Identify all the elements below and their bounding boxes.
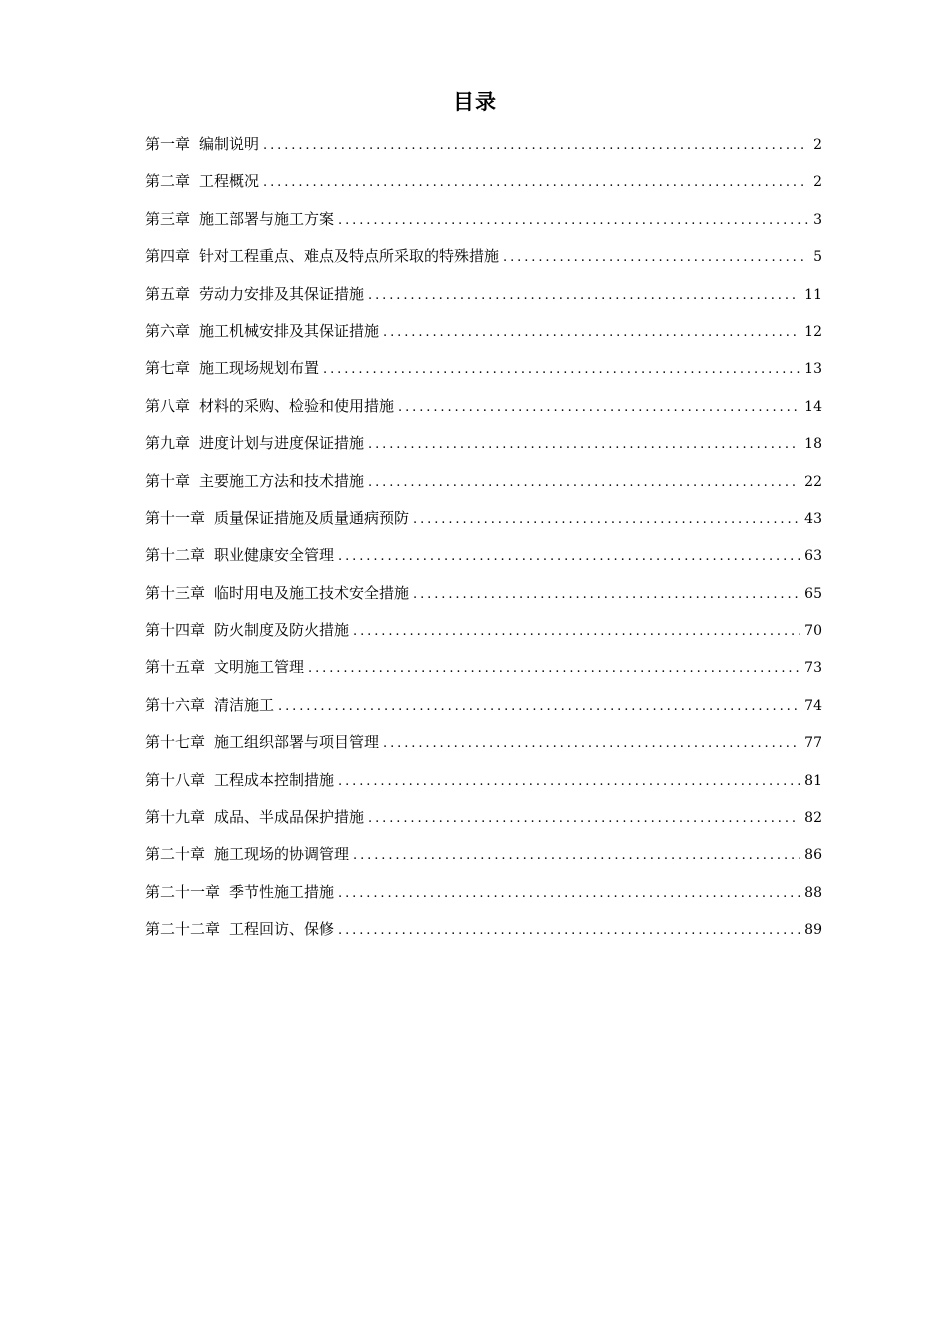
toc-dot-leader xyxy=(368,283,800,309)
toc-entry[interactable] xyxy=(145,131,822,168)
toc-entry[interactable] xyxy=(145,916,822,953)
toc-chapter-number: 第二章 xyxy=(145,172,191,191)
toc-entry[interactable] xyxy=(145,355,822,392)
toc-entry[interactable] xyxy=(145,243,822,280)
toc-dot-leader xyxy=(338,881,800,907)
toc-entry[interactable] xyxy=(145,841,822,878)
toc-chapter-number: 第九章 xyxy=(145,434,191,453)
toc-chapter-heading: 进度计划与进度保证措施 xyxy=(199,434,365,453)
toc-chapter-number: 第十三章 xyxy=(145,583,206,602)
toc-chapter-heading: 施工机械安排及其保证措施 xyxy=(199,321,380,340)
toc-chapter-number: 第十四章 xyxy=(145,621,206,640)
toc-page-number: 86 xyxy=(804,847,822,864)
toc-page-number: 2 xyxy=(813,137,822,153)
toc-entry[interactable] xyxy=(145,879,822,916)
toc-chapter-number: 第二十章 xyxy=(145,845,206,864)
toc-chapter-number: 第十章 xyxy=(145,471,191,490)
toc-entry[interactable] xyxy=(145,542,822,579)
toc-entry[interactable] xyxy=(145,767,822,804)
toc-dot-leader xyxy=(263,133,808,159)
toc-chapter-number: 第二十二章 xyxy=(145,920,221,939)
toc-page-number: 2 xyxy=(813,174,822,191)
toc-chapter-number: 第一章 xyxy=(145,135,191,153)
toc-chapter-heading: 质量保证措施及质量通病预防 xyxy=(214,508,410,527)
toc-dot-leader xyxy=(308,656,800,682)
toc-chapter-number: 第二十一章 xyxy=(145,882,221,901)
toc-chapter-number: 第十九章 xyxy=(145,808,206,827)
toc-chapter-heading: 工程回访、保修 xyxy=(229,920,335,939)
toc-page-number: 63 xyxy=(804,548,822,565)
toc-chapter-heading: 劳动力安排及其保证措施 xyxy=(199,284,365,303)
toc-page-number: 89 xyxy=(804,922,822,939)
toc-entry[interactable] xyxy=(145,654,822,691)
toc-chapter-heading: 工程成本控制措施 xyxy=(214,770,335,789)
toc-chapter-heading: 职业健康安全管理 xyxy=(214,546,335,565)
toc-chapter-number: 第五章 xyxy=(145,284,191,303)
toc-entry[interactable] xyxy=(145,430,822,467)
toc-page-number: 11 xyxy=(804,286,822,303)
toc-dot-leader xyxy=(413,507,800,533)
toc-page-number: 70 xyxy=(804,623,822,640)
toc-chapter-number: 第十二章 xyxy=(145,546,206,565)
toc-dot-leader xyxy=(338,544,800,570)
toc-entry[interactable] xyxy=(145,580,822,617)
toc-chapter-heading: 编制说明 xyxy=(199,135,260,153)
toc-chapter-heading: 施工部署与施工方案 xyxy=(199,209,335,228)
toc-page-number: 43 xyxy=(804,510,822,527)
toc-chapter-heading: 材料的采购、检验和使用措施 xyxy=(199,396,395,415)
toc-page-number: 18 xyxy=(804,436,822,453)
toc-chapter-number: 第六章 xyxy=(145,321,191,340)
toc-chapter-number: 第十七章 xyxy=(145,733,206,752)
toc-chapter-number: 第三章 xyxy=(145,209,191,228)
toc-page-number: 74 xyxy=(804,697,822,714)
toc-page-number: 14 xyxy=(804,398,822,415)
toc-page-number: 73 xyxy=(804,660,822,677)
toc-chapter-heading: 清洁施工 xyxy=(214,695,275,714)
toc-title: 目录 xyxy=(453,89,497,114)
toc-page-number: 65 xyxy=(804,585,822,602)
toc-chapter-number: 第十一章 xyxy=(145,508,206,527)
toc-chapter-heading: 施工现场的协调管理 xyxy=(214,845,350,864)
table-of-contents xyxy=(145,131,822,954)
toc-entry[interactable] xyxy=(145,168,822,205)
toc-page-number: 77 xyxy=(804,735,822,752)
toc-chapter-heading: 成品、半成品保护措施 xyxy=(214,808,365,827)
toc-page-number: 22 xyxy=(804,473,822,490)
toc-chapter-number: 第十五章 xyxy=(145,658,206,677)
toc-entry[interactable] xyxy=(145,318,822,355)
toc-page-number: 5 xyxy=(813,249,822,266)
toc-dot-leader xyxy=(413,582,800,608)
toc-chapter-number: 第四章 xyxy=(145,247,191,266)
toc-page-number: 82 xyxy=(804,810,822,827)
toc-dot-leader xyxy=(383,320,800,346)
toc-dot-leader xyxy=(278,694,800,720)
toc-chapter-number: 第十六章 xyxy=(145,695,206,714)
toc-dot-leader xyxy=(263,170,808,196)
toc-entry[interactable] xyxy=(145,505,822,542)
toc-entry[interactable] xyxy=(145,468,822,505)
toc-page-number: 88 xyxy=(804,884,822,901)
toc-page-number: 3 xyxy=(813,211,822,228)
toc-chapter-number: 第七章 xyxy=(145,359,191,378)
toc-dot-leader xyxy=(383,731,800,757)
toc-dot-leader xyxy=(503,245,808,271)
toc-dot-leader xyxy=(338,208,808,234)
toc-page-number: 12 xyxy=(804,323,822,340)
toc-chapter-number: 第八章 xyxy=(145,396,191,415)
toc-entry[interactable] xyxy=(145,729,822,766)
toc-entry[interactable] xyxy=(145,206,822,243)
toc-dot-leader xyxy=(368,470,800,496)
toc-entry[interactable] xyxy=(145,692,822,729)
toc-chapter-heading: 针对工程重点、难点及特点所采取的特殊措施 xyxy=(199,247,500,266)
toc-chapter-heading: 季节性施工措施 xyxy=(229,882,335,901)
toc-chapter-heading: 施工组织部署与项目管理 xyxy=(214,733,380,752)
toc-dot-leader xyxy=(338,769,800,795)
toc-chapter-heading: 防火制度及防火措施 xyxy=(214,621,350,640)
toc-dot-leader xyxy=(323,357,800,383)
toc-chapter-heading: 施工现场规划布置 xyxy=(199,359,320,378)
toc-page-number: 13 xyxy=(804,361,822,378)
toc-dot-leader xyxy=(368,806,800,832)
toc-dot-leader xyxy=(353,843,800,869)
toc-entry[interactable] xyxy=(145,393,822,430)
toc-entry[interactable] xyxy=(145,617,822,654)
toc-page-number: 81 xyxy=(804,772,822,789)
toc-dot-leader xyxy=(368,432,800,458)
toc-chapter-heading: 工程概况 xyxy=(199,172,260,191)
toc-chapter-heading: 文明施工管理 xyxy=(214,658,305,677)
toc-dot-leader xyxy=(398,395,800,421)
toc-chapter-heading: 主要施工方法和技术措施 xyxy=(199,471,365,490)
toc-entry[interactable] xyxy=(145,281,822,318)
toc-chapter-number: 第十八章 xyxy=(145,770,206,789)
toc-dot-leader xyxy=(338,918,800,944)
toc-dot-leader xyxy=(353,619,800,645)
toc-entry[interactable] xyxy=(145,804,822,841)
toc-chapter-heading: 临时用电及施工技术安全措施 xyxy=(214,583,410,602)
